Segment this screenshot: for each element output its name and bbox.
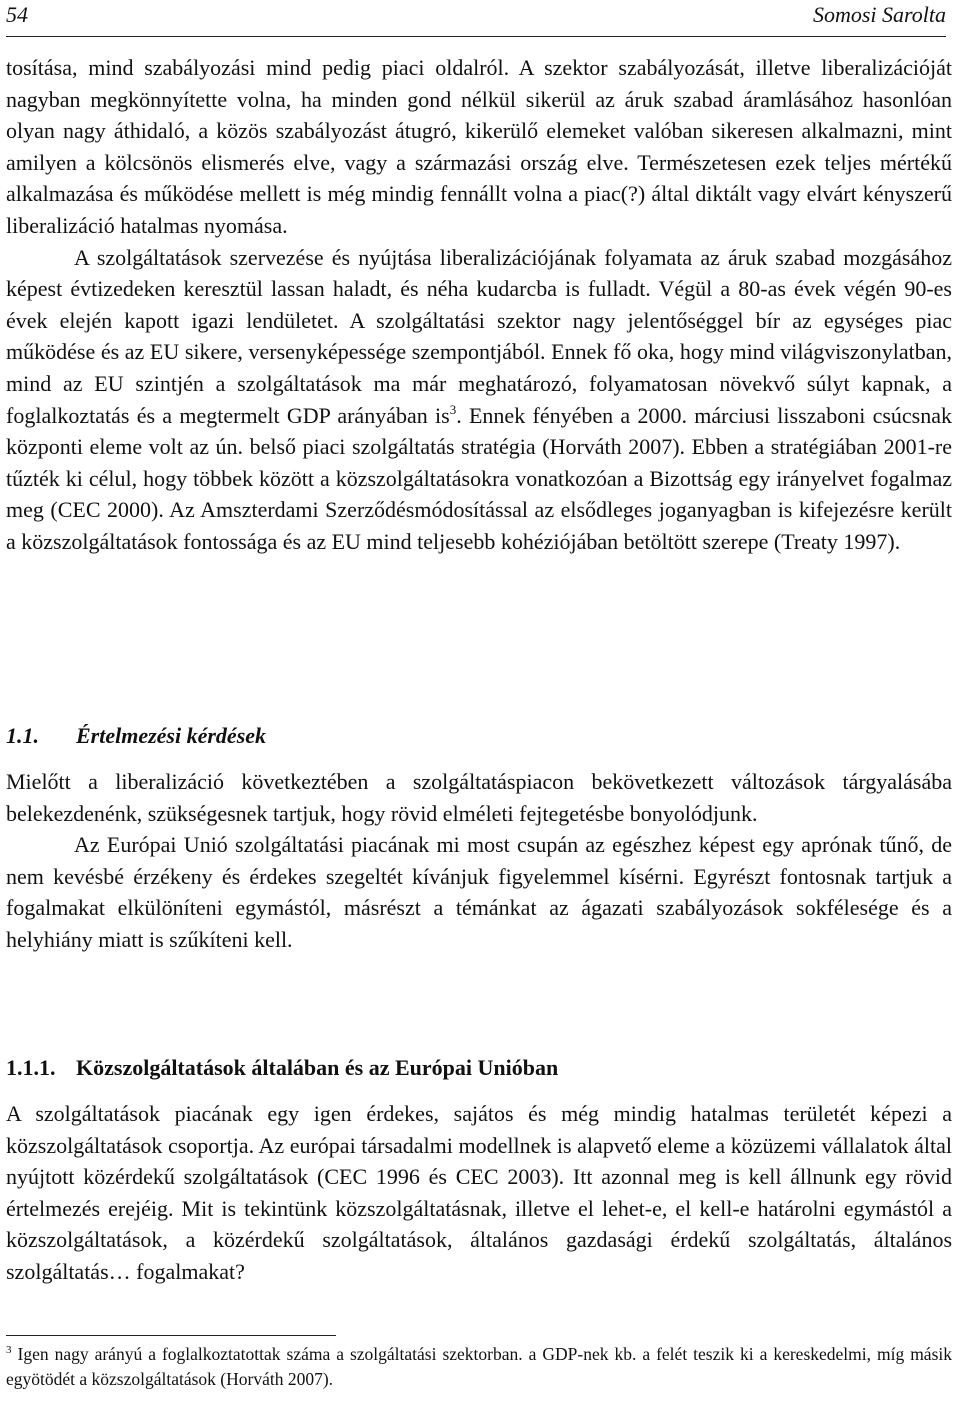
section-heading-1-1-1 xyxy=(6,1052,558,1084)
footnote-separator xyxy=(6,1335,336,1336)
text-block-section-1-1 xyxy=(6,766,952,956)
section-heading-1-1 xyxy=(6,720,266,752)
paragraph-4: Az Európai Unió szolgáltatási piacának mi most csupán az egészhez képest egy aprónak tűnő, de nem kevésbé érzékeny és érdekes szegeltét kívánjuk figyelemmel kísérni. Egyrészt fontosnak tartjuk a fogalmakat elkülöníteni egymástól, másrészt a témánkat az ágazati szabályozások sokfélesége és a helyhiány miatt is szűkíteni kell. xyxy=(6,832,952,952)
paragraph-2-text-b: . Ennek fényében a 2000. márciusi lisszaboni csúcsnak központi eleme volt az ún. belső piaci szolgáltatás stratégia (Horváth 2007). Ebben a stratégiában 2001-re tűzték ki célul, hogy többek között a közszolgáltatásokra vonatkozóan a Bizottság egy irányelvet fogalmaz meg (CEC 2000). Az Amszterdami Szerződésmódosítással az elsődleges joganyagban is kifejezésre került a közszolgáltatások fontossága és az EU mind teljesebb kohéziójában betöltött szerepe (Treaty 1997). xyxy=(6,402,953,554)
running-author: Somosi Sarolta xyxy=(812,2,946,27)
paragraph-1: tosítása, mind szabályozási mind pedig piaci oldalról. A szektor szabályozását, illetve liberalizációját nagyban megkönnyítette volna, ha minden gond nélkül sikerül az áruk szabad áramlásához hasonlóan olyan nagy áthidaló, a közös szabályozást átugró, kikerülő elemeket valóban sikeresen alkalmazni, mint amilyen a kölcsönös elismerés elve, vagy a származási ország elve. Természetesen ezek teljes mértékű alkalmazása és működése mellett is még mindig fennállt volna a piac(?) által diktált vagy elvárt kényszerű liberalizáció hatalmas nyomása. xyxy=(6,55,952,238)
text-block-section-1-1-1 xyxy=(6,1098,952,1288)
footnote-marker: 3 xyxy=(6,1344,12,1356)
text-block-intro xyxy=(6,52,952,558)
page-number: 54 xyxy=(6,2,28,27)
subsection-title: Közszolgáltatások általában és az Európai Unióban xyxy=(76,1055,559,1080)
paragraph-3: Mielőtt a liberalizáció következtében a szolgáltatáspiacon bekövetkezett változások tárgyalásába belekezdenénk, szükségesnek tartjuk, hogy rövid elméleti fejtegetésbe bonyolódjunk. xyxy=(6,769,952,826)
footnote-text: Igen nagy arányú a foglalkoztatottak száma a szolgáltatási szektorban. a GDP-nek kb. a felét teszik ki a kereskedelmi, míg másik egyötödét a közszolgáltatások (Horváth 2007). xyxy=(6,1344,952,1389)
page-header xyxy=(6,0,946,37)
paragraph-2 xyxy=(6,242,952,558)
paragraph-2-text-a: A szolgáltatások szervezése és nyújtása liberalizációjának folyamata az áruk szabad mozgásához képest évtizedeken keresztül lassan haladt, és néha kudarcba is fulladt. Végül a 80-as évek végén 90-es évek elején kapott igazi lendületet. A szolgáltatási szektor nagy jelentőséggel bír az egységes piac működése és az EU sikere, versenyképessége szempontjából. Ennek fő oka, hogy mind világviszonylatban, mind az EU szintjén a szolgáltatások ma már meghatározó, folyamatosan növekvő súlyt kapnak, a foglalkoztatás és a megtermelt GDP arányában is xyxy=(6,244,952,428)
section-number: 1.1. xyxy=(6,723,39,748)
section-title: Értelmezési kérdések xyxy=(76,723,267,748)
subsection-number: 1.1.1. xyxy=(6,1055,56,1080)
footnote-reference: 3 xyxy=(449,401,457,417)
footnote xyxy=(6,1342,952,1392)
paragraph-5: A szolgáltatások piacának egy igen érdekes, sajátos és még mindig hatalmas területét képezi a közszolgáltatások csoportja. Az európai társadalmi modellnek is alapvető eleme a közüzemi vállalatok által nyújtott közérdekű szolgáltatások (CEC 1996 és CEC 2003). Itt azonnal meg is kell állnunk egy rövid értelmezés erejéig. Mit is tekintünk közszolgáltatásnak, illetve el lehet-e, el kell-e határolni egymástól a közszolgáltatások, a közérdekű szolgáltatások, általános gazdasági érdekű szolgáltatás, általános szolgáltatás… fogalmakat? xyxy=(6,1101,952,1284)
